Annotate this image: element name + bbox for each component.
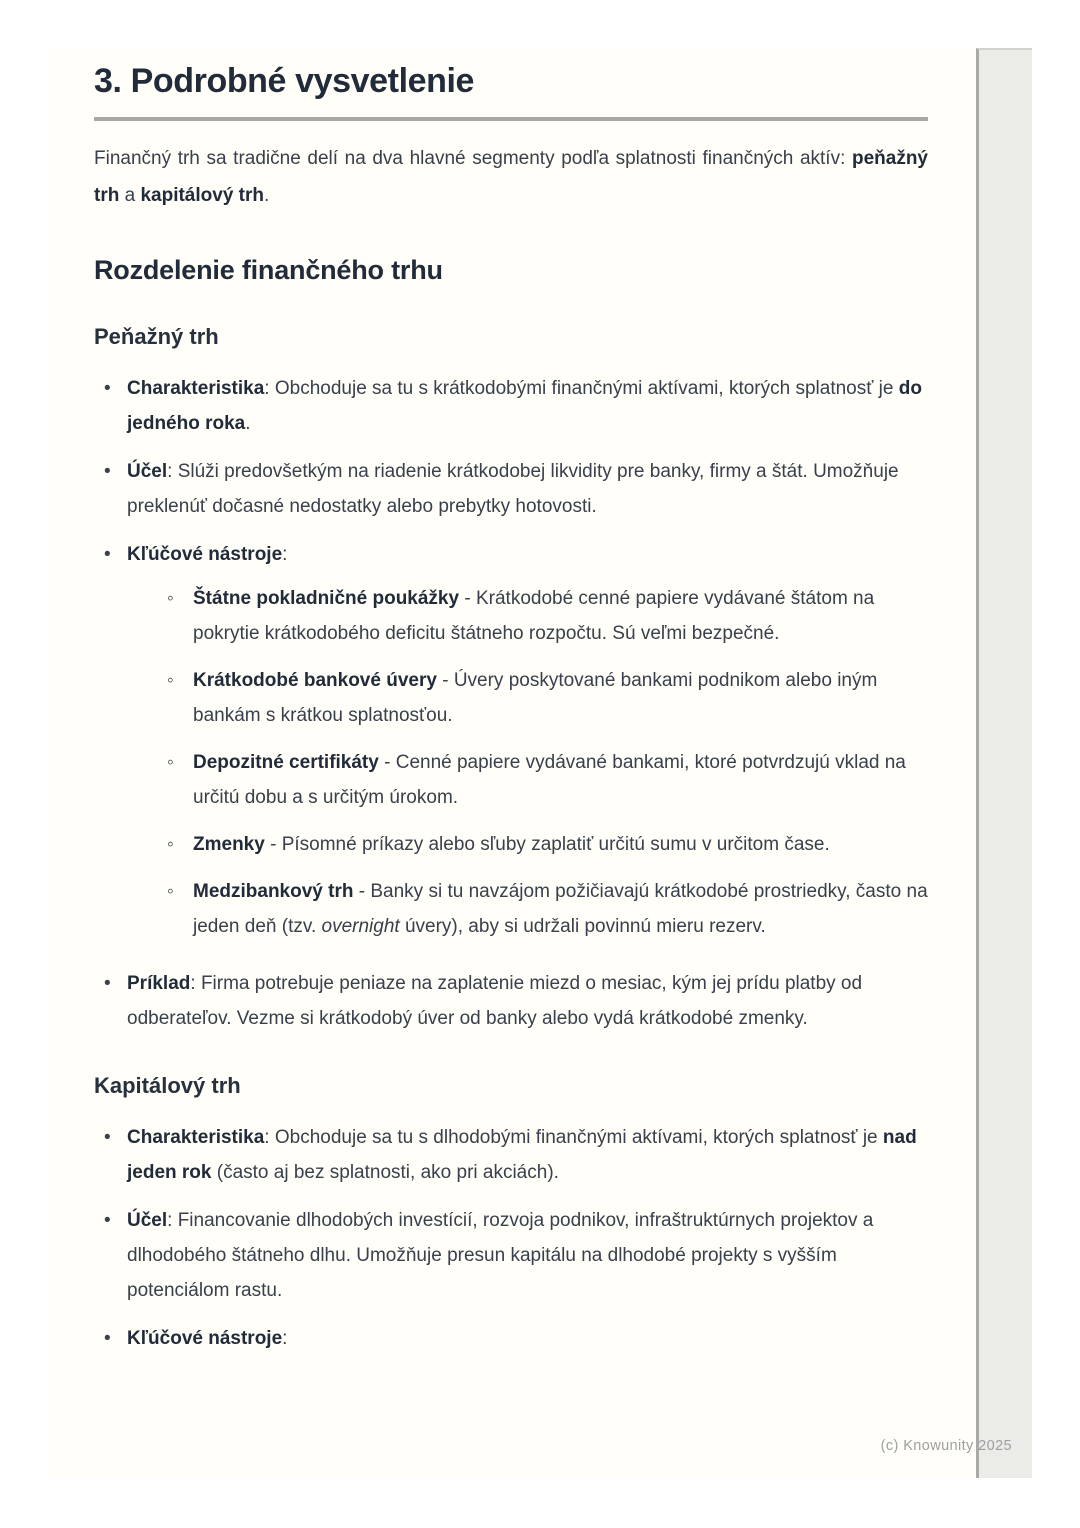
list-item-charakteristika: • Charakteristika: Obchoduje sa tu s krátkodobými finančnými aktívami, ktorých splatnosť je do jedného roka. xyxy=(94,371,928,441)
money-market-heading: Peňažný trh xyxy=(94,324,219,349)
money-market-instruments xyxy=(127,581,928,944)
list-item-ucel: • Účel: Slúži predovšetkým na riadenie krátkodobej likvidity pre banky, firmy a štát. Umožňuje preklenúť dočasné nedostatky alebo prebytky hotovosti. xyxy=(94,454,928,524)
italic-overnight: overnight xyxy=(321,916,400,937)
list-item-depozitne-certifikaty: ◦ Depozitné certifikáty - Cenné papiere vydávané bankami, ktoré potvrdzujú vklad na určitú dobu a s určitým úrokom. xyxy=(160,745,928,815)
list-item-ucel: • Účel: Financovanie dlhodobých investícií, rozvoja podnikov, infraštruktúrnych projektov a dlhodobého štátneho dlhu. Umožňuje presun kapitálu na dlhodobé projekty s vyšším potenciálom rastu. xyxy=(94,1203,928,1308)
title-divider xyxy=(94,117,928,121)
intro-text: Finančný trh sa tradične delí na dva hlavné segmenty podľa splatnosti finančných aktív: xyxy=(94,148,852,169)
section-heading: Rozdelenie finančného trhu xyxy=(94,255,443,285)
capital-market-heading: Kapitálový trh xyxy=(94,1073,241,1098)
intro-paragraph xyxy=(94,140,928,214)
intro-bold-money-market: peňažný trh xyxy=(94,148,928,206)
list-item-nastroje: • Kľúčové nástroje: xyxy=(94,1321,928,1356)
intro-text: . xyxy=(264,185,270,206)
intro-bold-capital-market: kapitálový trh xyxy=(140,185,264,206)
list-item-medzibankovy-trh: ◦ Medzibankový trh - Banky si tu navzájom požičiavajú krátkodobé prostriedky, často na jeden deň (tzv. overnight úvery), aby si udržali povinnú mieru rezerv. xyxy=(160,874,928,944)
list-item-priklad: • Príklad: Firma potrebuje peniaze na zaplatenie miezd o mesiac, kým jej prídu platby od odberateľov. Vezme si krátkodobý úver od banky alebo vydá krátkodobé zmenky. xyxy=(94,966,928,1036)
money-market-list xyxy=(94,371,928,1036)
list-item-zmenky: ◦ Zmenky - Písomné príkazy alebo sľuby zaplatiť určitú sumu v určitom čase. xyxy=(160,827,928,862)
document-page xyxy=(48,48,976,1478)
capital-market-list xyxy=(94,1120,928,1356)
adjacent-page-edge xyxy=(976,48,1032,1478)
copyright-watermark: (c) Knowunity 2025 xyxy=(880,1438,1012,1454)
list-item-statne-pokladnicne-poukazky: ◦ Štátne pokladničné poukážky - Krátkodobé cenné papiere vydávané štátom na pokrytie krátkodobého deficitu štátneho rozpočtu. Sú veľmi bezpečné. xyxy=(160,581,928,651)
intro-text: a xyxy=(119,185,141,206)
list-item-nastroje: • Kľúčové nástroje: ◦ Štátne pokladničné poukážky - Krátkodobé cenné papiere vydávané štátom na pokrytie krátkodobého deficitu štátneho rozpočtu. Sú veľmi bezpečné. ◦ Krátkodobé bankové úvery - Úvery poskytované bankami podnikom alebo iným bankám s krátkou splatnosťou. ◦ Depozitné certifikáty - Cenné papiere vydávané bankami, ktoré potvrdzujú vklad na určitú dobu a s určitým úrokom. ◦ Zmenky - Písomné príkazy alebo sľuby zaplatiť určitú sumu v určitom čase. ◦ Medzibankový trh - Banky si tu navzájom požičiavajú krátkodobé prostriedky, často na jeden deň (tzv. overnight úvery), aby si udržali povinnú mieru rezerv. xyxy=(94,537,928,944)
list-item-charakteristika: • Charakteristika: Obchoduje sa tu s dlhodobými finančnými aktívami, ktorých splatnosť je nad jeden rok (často aj bez splatnosti, ako pri akciách). xyxy=(94,1120,928,1190)
page-title: 3. Podrobné vysvetlenie xyxy=(94,62,475,100)
list-item-kratkodobe-bankove-uvery: ◦ Krátkodobé bankové úvery - Úvery poskytované bankami podnikom alebo iným bankám s krátkou splatnosťou. xyxy=(160,663,928,733)
